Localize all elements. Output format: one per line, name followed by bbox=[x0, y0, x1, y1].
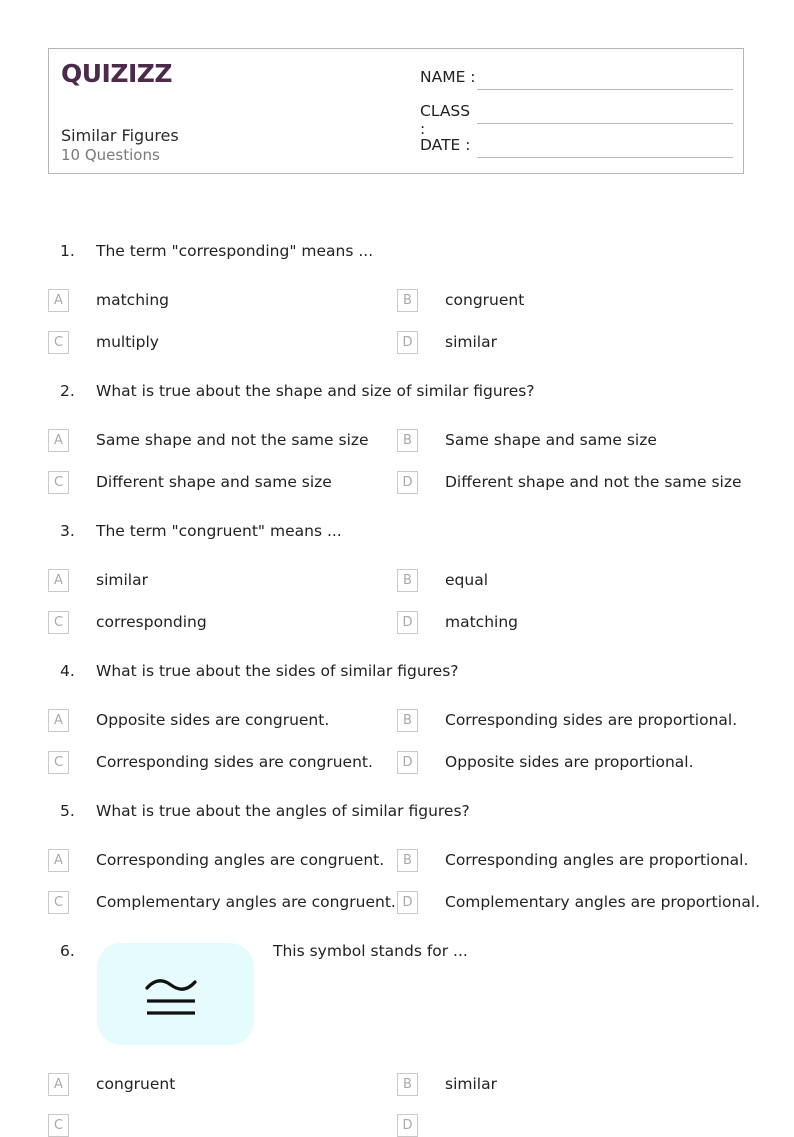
date-field bbox=[420, 136, 476, 154]
option-a-text[interactable]: matching bbox=[96, 291, 169, 309]
option-letter-d: D bbox=[397, 891, 418, 914]
question-text: What is true about the shape and size of similar figures? bbox=[96, 382, 535, 400]
option-b-text[interactable]: congruent bbox=[445, 291, 525, 309]
option-letter-d: D bbox=[397, 611, 418, 634]
worksheet-title: Similar Figures bbox=[61, 126, 179, 145]
option-a-text[interactable]: similar bbox=[96, 571, 148, 589]
option-a-text[interactable]: Corresponding angles are congruent. bbox=[96, 851, 385, 869]
option-letter-b: B bbox=[397, 569, 418, 592]
question-text: The term "congruent" means ... bbox=[96, 522, 342, 540]
class-field bbox=[420, 102, 476, 138]
date-label: DATE : bbox=[420, 136, 471, 154]
option-b-text[interactable]: equal bbox=[445, 571, 489, 589]
question-text: What is true about the angles of similar figures? bbox=[96, 802, 470, 820]
option-c-text[interactable]: Corresponding sides are congruent. bbox=[96, 753, 373, 771]
option-letter-b: B bbox=[397, 709, 418, 732]
option-c-text[interactable]: corresponding bbox=[96, 613, 207, 631]
option-letter-c: C bbox=[48, 611, 69, 634]
option-b-text[interactable]: Corresponding angles are proportional. bbox=[445, 851, 749, 869]
question-number: 3. bbox=[60, 522, 75, 540]
option-b-text[interactable]: similar bbox=[445, 1075, 497, 1093]
option-letter-b: B bbox=[397, 289, 418, 312]
option-letter-b: B bbox=[397, 429, 418, 452]
option-c-text[interactable]: Different shape and same size bbox=[96, 473, 332, 491]
option-letter-d: D bbox=[397, 331, 418, 354]
question-number: 6. bbox=[60, 942, 75, 960]
class-line[interactable] bbox=[477, 123, 733, 124]
quizizz-logo: QUIZIZZ bbox=[61, 59, 173, 88]
option-letter-c: C bbox=[48, 891, 69, 914]
date-line[interactable] bbox=[477, 157, 733, 158]
question-text: The term "corresponding" means ... bbox=[96, 242, 374, 260]
option-c-text[interactable]: Complementary angles are congruent. bbox=[96, 893, 396, 911]
option-a-text[interactable]: Opposite sides are congruent. bbox=[96, 711, 330, 729]
option-letter-a: A bbox=[48, 709, 69, 732]
option-d-text[interactable]: Different shape and not the same size bbox=[445, 473, 742, 491]
option-letter-c: C bbox=[48, 471, 69, 494]
question-number: 2. bbox=[60, 382, 75, 400]
option-letter-b: B bbox=[397, 849, 418, 872]
option-b-text[interactable]: Corresponding sides are proportional. bbox=[445, 711, 738, 729]
option-letter-a: A bbox=[48, 569, 69, 592]
question-image bbox=[97, 943, 254, 1045]
option-letter-a: A bbox=[48, 1073, 69, 1096]
option-b-text[interactable]: Same shape and same size bbox=[445, 431, 657, 449]
name-label: NAME : bbox=[420, 68, 476, 86]
option-a-text[interactable]: Same shape and not the same size bbox=[96, 431, 369, 449]
question-number: 1. bbox=[60, 242, 75, 260]
option-letter-d: D bbox=[397, 471, 418, 494]
option-c-text[interactable]: multiply bbox=[96, 333, 159, 351]
question-count: 10 Questions bbox=[61, 146, 160, 164]
option-letter-c: C bbox=[48, 1114, 69, 1137]
option-letter-a: A bbox=[48, 849, 69, 872]
option-a-text[interactable]: congruent bbox=[96, 1075, 176, 1093]
option-letter-c: C bbox=[48, 751, 69, 774]
question-text: This symbol stands for ... bbox=[273, 942, 468, 960]
question-text: What is true about the sides of similar figures? bbox=[96, 662, 459, 680]
option-letter-a: A bbox=[48, 289, 69, 312]
option-letter-b: B bbox=[397, 1073, 418, 1096]
question-number: 4. bbox=[60, 662, 75, 680]
worksheet-header bbox=[48, 48, 744, 174]
option-d-text[interactable]: similar bbox=[445, 333, 497, 351]
question-number: 5. bbox=[60, 802, 75, 820]
class-label: CLASS : bbox=[420, 102, 471, 138]
option-letter-d: D bbox=[397, 751, 418, 774]
option-d-text[interactable]: Opposite sides are proportional. bbox=[445, 753, 694, 771]
congruent-symbol-icon bbox=[145, 977, 197, 1021]
option-d-text[interactable]: matching bbox=[445, 613, 518, 631]
name-line[interactable] bbox=[477, 89, 733, 90]
option-letter-a: A bbox=[48, 429, 69, 452]
option-letter-d: D bbox=[397, 1114, 418, 1137]
name-field bbox=[420, 68, 476, 86]
option-d-text[interactable]: Complementary angles are proportional. bbox=[445, 893, 761, 911]
option-letter-c: C bbox=[48, 331, 69, 354]
